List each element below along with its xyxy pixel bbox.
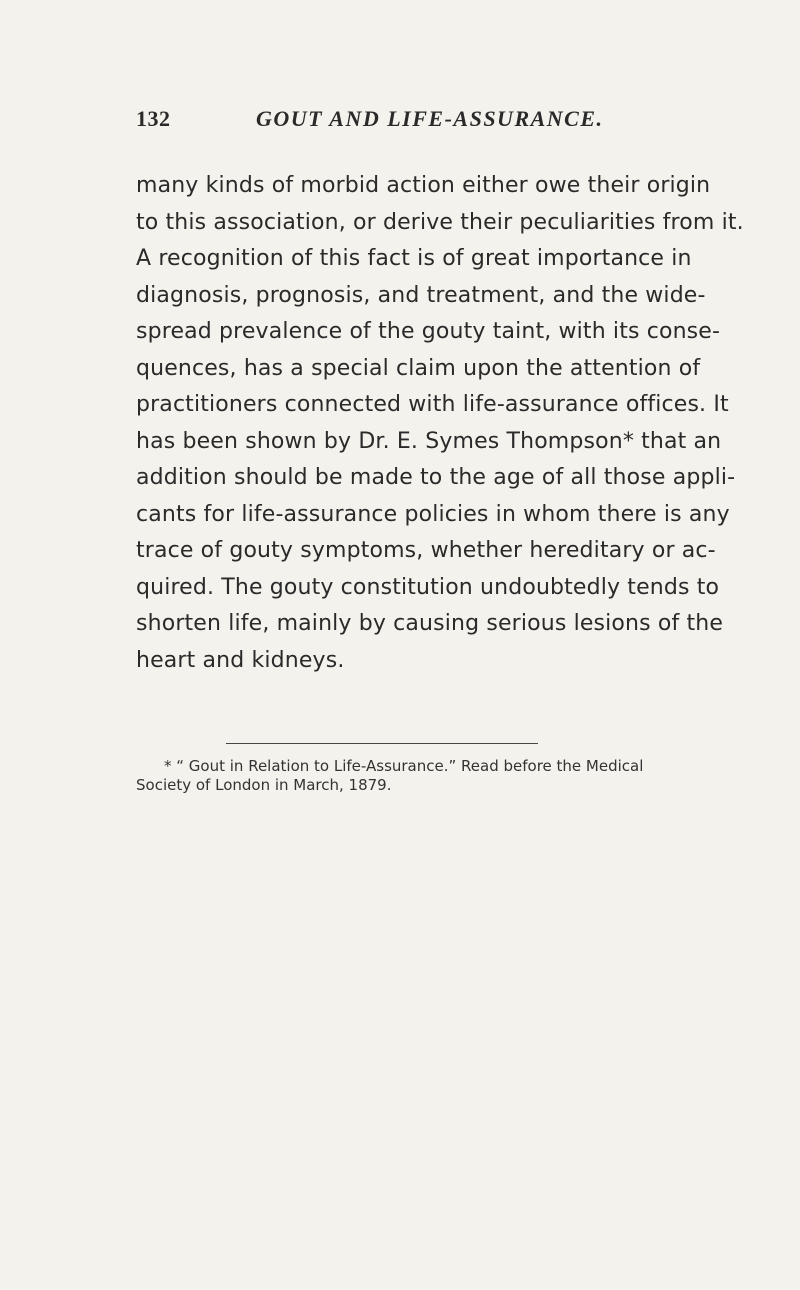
running-head-title: GOUT AND LIFE-ASSURANCE. <box>256 106 604 131</box>
body-line: many kinds of morbid action either owe their origin <box>136 173 711 198</box>
body-line: shorten life, mainly by causing serious lesions of the <box>136 611 724 636</box>
body-line: addition should be made to the age of all those appli- <box>136 465 736 490</box>
body-line: has been shown by Dr. E. Symes Thompson* that an <box>136 428 722 454</box>
body-line: cants for life-assurance policies in whom there is any <box>136 501 730 527</box>
body-line: spread prevalence of the gouty taint, with its conse- <box>136 319 721 344</box>
running-head <box>136 106 636 138</box>
footnote <box>136 757 644 795</box>
body-paragraph <box>136 168 744 679</box>
body-line: practitioners connected with life-assurance offices. It <box>136 392 729 417</box>
footnote-line: * “ Gout in Relation to Life-Assurance.” Read before the Medical <box>164 757 644 775</box>
body-line: heart and kidneys. <box>136 647 345 673</box>
footnote-divider <box>226 743 538 744</box>
page-number: 132 <box>136 106 171 131</box>
body-line: A recognition of this fact is of great importance in <box>136 246 692 271</box>
body-line: quences, has a special claim upon the attention of <box>136 355 701 381</box>
footnote-line: Society of London in March, 1879. <box>136 776 392 794</box>
body-line: quired. The gouty constitution undoubtedly tends to <box>136 574 720 600</box>
body-line: to this association, or derive their peculiarities from it. <box>136 209 744 235</box>
body-line: trace of gouty symptoms, whether hereditary or ac- <box>136 538 716 563</box>
body-line: diagnosis, prognosis, and treatment, and the wide- <box>136 282 706 308</box>
